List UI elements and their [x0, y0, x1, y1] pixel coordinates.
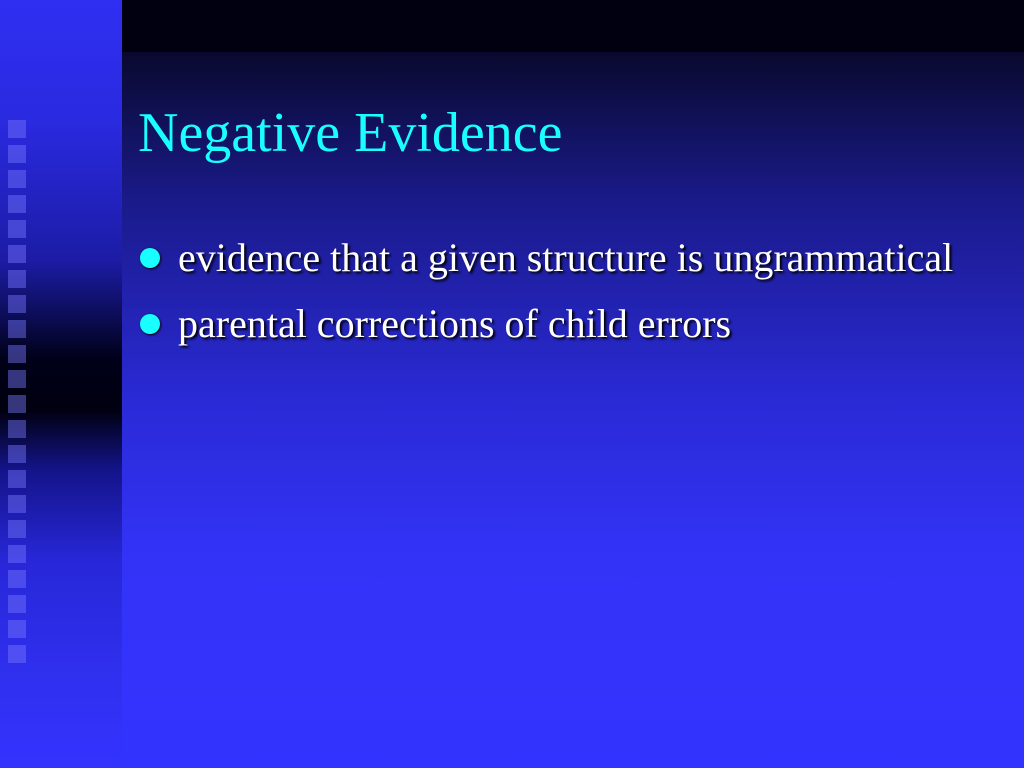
decorative-square	[8, 270, 26, 288]
decorative-square	[8, 370, 26, 388]
decorative-square	[8, 145, 26, 163]
decorative-square	[8, 220, 26, 238]
bullet-item	[138, 232, 998, 284]
decorative-square	[8, 645, 26, 663]
decorative-square	[8, 545, 26, 563]
decorative-square	[8, 495, 26, 513]
bullet-dot-icon	[140, 314, 160, 334]
decorative-square	[8, 420, 26, 438]
bullet-item	[138, 298, 998, 350]
decorative-side-strip	[0, 0, 122, 768]
bullet-dot-icon	[140, 248, 160, 268]
decorative-square	[8, 245, 26, 263]
decorative-square	[8, 570, 26, 588]
decorative-square	[8, 320, 26, 338]
decorative-square	[8, 520, 26, 538]
decorative-square	[8, 345, 26, 363]
decorative-square	[8, 395, 26, 413]
bullet-text: evidence that a given structure is ungrammatical	[178, 235, 954, 280]
decorative-square	[8, 470, 26, 488]
decorative-square-column	[8, 120, 28, 680]
decorative-square	[8, 170, 26, 188]
decorative-square	[8, 295, 26, 313]
decorative-square	[8, 595, 26, 613]
bullet-list	[138, 232, 998, 364]
decorative-top-band	[122, 0, 1024, 52]
decorative-square	[8, 620, 26, 638]
slide-title: Negative Evidence	[138, 102, 563, 164]
decorative-square	[8, 120, 26, 138]
decorative-square	[8, 195, 26, 213]
decorative-square	[8, 445, 26, 463]
bullet-text: parental corrections of child errors	[178, 301, 732, 346]
